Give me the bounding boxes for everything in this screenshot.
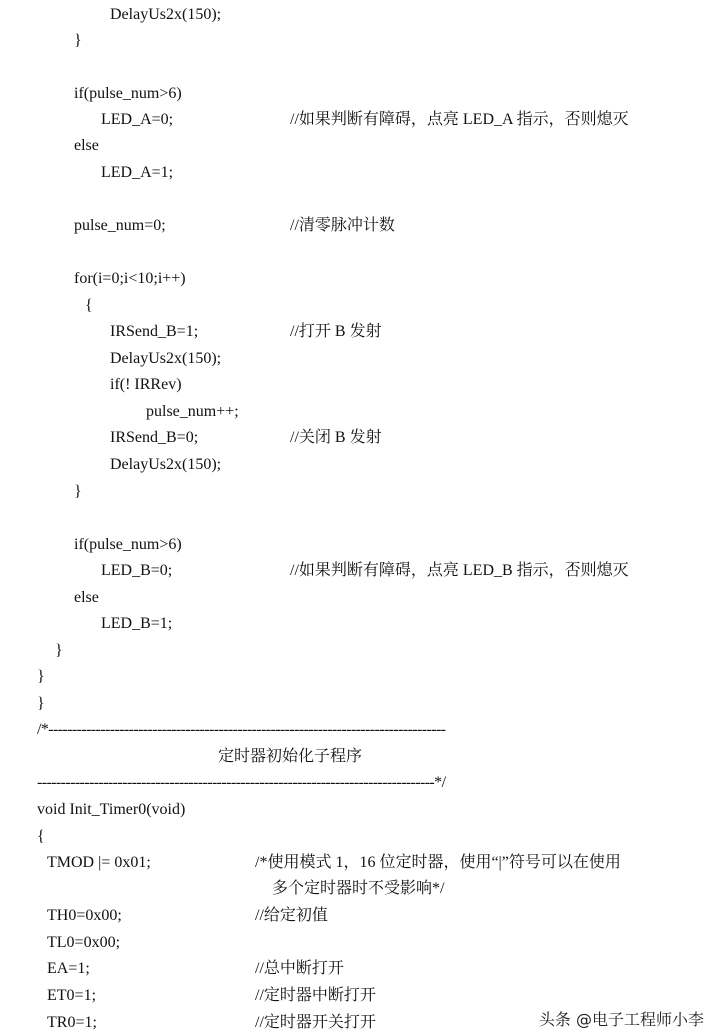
code-line: LED_A=1; bbox=[101, 164, 174, 181]
code-comment: //总中断打开 bbox=[255, 960, 344, 977]
code-line: ------------------------------------------------------------------------------------*/ bbox=[37, 774, 446, 791]
code-comment: 多个定时器时不受影响*/ bbox=[272, 880, 445, 897]
code-comment: //如果判断有障碍，点亮 LED_B 指示，否则熄灭 bbox=[290, 562, 629, 579]
code-line: void Init_Timer0(void) bbox=[37, 801, 186, 818]
code-line: } bbox=[74, 483, 82, 500]
code-comment: //关闭 B 发射 bbox=[290, 429, 382, 446]
code-line: { bbox=[85, 297, 93, 314]
code-line: if(! IRRev) bbox=[110, 376, 182, 393]
code-line: TR0=1; bbox=[47, 1014, 97, 1031]
code-line: } bbox=[37, 695, 45, 712]
code-line: if(pulse_num>6) bbox=[74, 85, 182, 102]
code-line: { bbox=[37, 828, 45, 845]
code-line: EA=1; bbox=[47, 960, 90, 977]
watermark: 头条 @电子工程师小李 bbox=[538, 1010, 704, 1029]
code-line: } bbox=[37, 668, 45, 685]
code-comment: //如果判断有障碍，点亮 LED_A 指示，否则熄灭 bbox=[290, 111, 629, 128]
code-line: pulse_num++; bbox=[146, 403, 239, 420]
code-line: TH0=0x00; bbox=[47, 907, 122, 924]
code-line: IRSend_B=1; bbox=[110, 323, 199, 340]
code-line: TMOD |= 0x01; bbox=[47, 854, 151, 871]
code-line: /*------------------------------------------------------------------------------------ bbox=[37, 721, 446, 738]
code-line: } bbox=[74, 32, 82, 49]
code-line: LED_B=0; bbox=[101, 562, 173, 579]
code-line: for(i=0;i<10;i++) bbox=[74, 270, 186, 287]
code-comment: /*使用模式 1，16 位定时器，使用“|”符号可以在使用 bbox=[255, 854, 621, 871]
code-line: LED_A=0; bbox=[101, 111, 174, 128]
code-line: pulse_num=0; bbox=[74, 217, 166, 234]
code-line: DelayUs2x(150); bbox=[110, 350, 222, 367]
code-line: TL0=0x00; bbox=[47, 934, 121, 951]
code-comment: //清零脉冲计数 bbox=[290, 217, 395, 234]
code-line: DelayUs2x(150); bbox=[110, 456, 222, 473]
code-comment: //定时器中断打开 bbox=[255, 987, 376, 1004]
code-comment: //打开 B 发射 bbox=[290, 323, 382, 340]
code-line: else bbox=[74, 589, 99, 606]
code-comment: //给定初值 bbox=[255, 907, 328, 924]
code-line: DelayUs2x(150); bbox=[110, 6, 222, 23]
code-line: if(pulse_num>6) bbox=[74, 536, 182, 553]
code-line: else bbox=[74, 137, 99, 154]
code-line: IRSend_B=0; bbox=[110, 429, 199, 446]
code-line: ET0=1; bbox=[47, 987, 97, 1004]
code-line: } bbox=[55, 642, 63, 659]
code-comment: //定时器开关打开 bbox=[255, 1014, 376, 1031]
code-line: LED_B=1; bbox=[101, 615, 173, 632]
code-line: 定时器初始化子程序 bbox=[218, 748, 363, 765]
